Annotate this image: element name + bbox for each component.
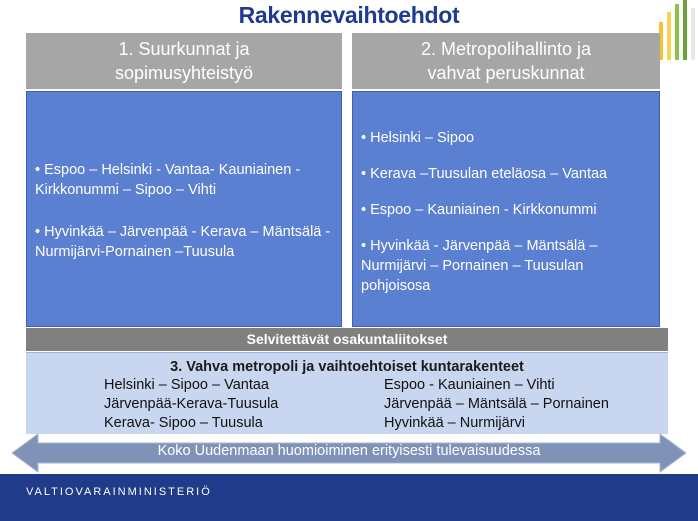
osakuntaliitokset-band: Selvitettävät osakuntaliitokset xyxy=(26,328,668,351)
option2-box xyxy=(352,91,660,327)
option3-box xyxy=(26,352,668,434)
option3-right-3: Hyvinkää – Nurmijärvi xyxy=(384,415,526,431)
option1-item-1: • Espoo – Helsinki - Vantaa- Kauniainen - Kirkkonummi – Sipoo – Vihti xyxy=(35,162,301,198)
option1-box xyxy=(26,91,342,327)
option1-item-2: • Hyvinkää – Järvenpää - Kerava – Mäntsälä - Nurmijärvi-Pornainen –Tuusula xyxy=(35,224,331,260)
option2-header-line2: vahvat peruskunnat xyxy=(427,63,585,83)
decorative-bars xyxy=(655,0,698,60)
option1-header xyxy=(26,33,342,89)
option3-left-2: Järvenpää-Kerava-Tuusula xyxy=(104,396,279,412)
option1-header-line1: 1. Suurkunnat ja xyxy=(118,39,250,59)
ministry-logo-text: VALTIOVARAINMINISTERIÖ xyxy=(26,486,212,498)
option3-right-2: Järvenpää – Mäntsälä – Pornainen xyxy=(384,396,609,412)
slide-title: Rakennevaihtoehdot xyxy=(238,2,460,28)
option2-header-line1: 2. Metropolihallinto ja xyxy=(420,39,592,59)
option3-title: 3. Vahva metropoli ja vaihtoehtoiset kuntarakenteet xyxy=(170,359,524,375)
option2-item-2: • Kerava –Tuusulan eteläosa – Vantaa xyxy=(361,166,608,182)
option2-header xyxy=(352,33,660,89)
option2-item-3: • Espoo – Kauniainen - Kirkkonummi xyxy=(361,202,597,218)
option3-left-3: Kerava- Sipoo – Tuusula xyxy=(104,415,263,431)
option2-item-4: • Hyvinkää - Järvenpää – Mäntsälä – Nurmijärvi – Pornainen – Tuusulan pohjoisosa xyxy=(361,238,598,294)
option2-item-1: • Helsinki – Sipoo xyxy=(361,130,475,146)
arrow-label: Koko Uudenmaan huomioiminen erityisesti tulevaisuudessa xyxy=(157,443,541,459)
option3-left-1: Helsinki – Sipoo – Vantaa xyxy=(104,377,269,393)
option3-right-1: Espoo - Kauniainen – Vihti xyxy=(384,377,555,393)
option1-header-line2: sopimusyhteistyö xyxy=(114,63,254,83)
